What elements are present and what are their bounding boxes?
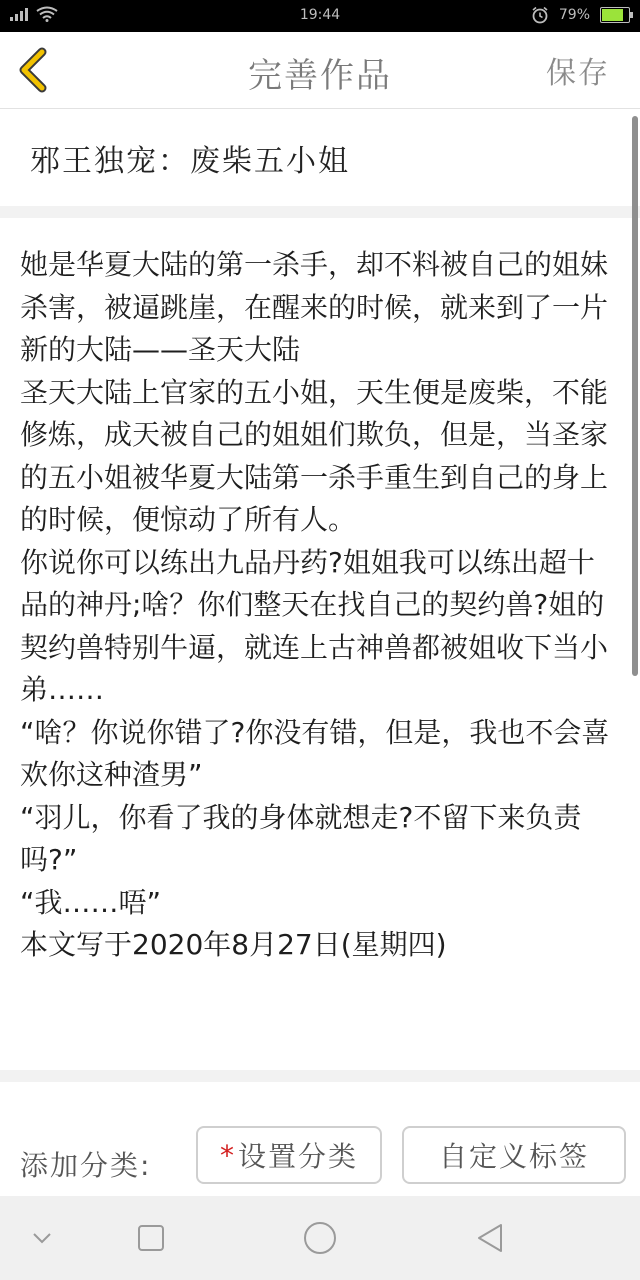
status-bar xyxy=(0,0,640,32)
system-nav-bar xyxy=(0,1196,640,1280)
set-category-label: 设置分类 xyxy=(237,1140,358,1173)
battery-percent: 79% xyxy=(558,7,590,23)
work-title-field[interactable]: 邪王独宠：废柴五小姐 xyxy=(30,144,350,179)
chevron-down-icon xyxy=(30,1230,54,1246)
nav-recents-button[interactable] xyxy=(131,1218,171,1258)
work-title-section xyxy=(0,110,640,206)
custom-tag-label: 自定义标签 xyxy=(438,1140,589,1173)
battery-fill xyxy=(602,9,623,21)
description-section xyxy=(0,218,640,1070)
description-field[interactable]: 她是华夏大陆的第一杀手，却不料被自己的姐妹杀害，被逼跳崖，在醒来的时候，就来到了一片新的大陆——圣天大陆 圣天大陆上官家的五小姐，天生便是废柴，不能修炼，成天被自己的姐姐们欺负，但是，当圣家的五小姐被华夏大陆第一杀手重生到自己的身上的时候，便惊动了所有人。 你说你可以练出九品丹药?姐姐我可以练出超十品的神丹;啥？你们整天在找自己的契约兽?姐的契约兽特别牛逼，就连上古神兽都被姐收下当小弟…… “啥？你说你错了?你没有错，但是，我也不会喜欢你这种渣男” “羽儿，你看了我的身体就想走?不留下来负责吗?” “我……唔” 本文写于2020年8月27日(星期四) xyxy=(20,248,610,961)
circle-icon xyxy=(303,1221,337,1255)
category-label: 添加分类: xyxy=(20,1149,152,1182)
section-divider xyxy=(0,206,640,218)
required-mark: * xyxy=(219,1138,236,1172)
scrollbar[interactable] xyxy=(632,116,638,676)
status-time: 19:44 xyxy=(299,7,341,23)
alarm-icon xyxy=(531,6,549,24)
category-row xyxy=(0,1082,640,1196)
status-right xyxy=(531,6,630,24)
header xyxy=(0,32,640,109)
save-button[interactable]: 保存 xyxy=(546,56,610,91)
nav-home-button[interactable] xyxy=(300,1218,340,1258)
set-category-button[interactable] xyxy=(196,1126,382,1184)
custom-tag-button[interactable] xyxy=(402,1126,626,1184)
square-icon xyxy=(137,1224,165,1252)
battery-icon xyxy=(600,7,630,23)
section-divider xyxy=(0,1070,640,1082)
page-title: 完善作品 xyxy=(248,56,392,96)
nav-back-button[interactable] xyxy=(470,1218,510,1258)
triangle-back-icon xyxy=(475,1222,505,1254)
nav-collapse-button[interactable] xyxy=(22,1218,62,1258)
